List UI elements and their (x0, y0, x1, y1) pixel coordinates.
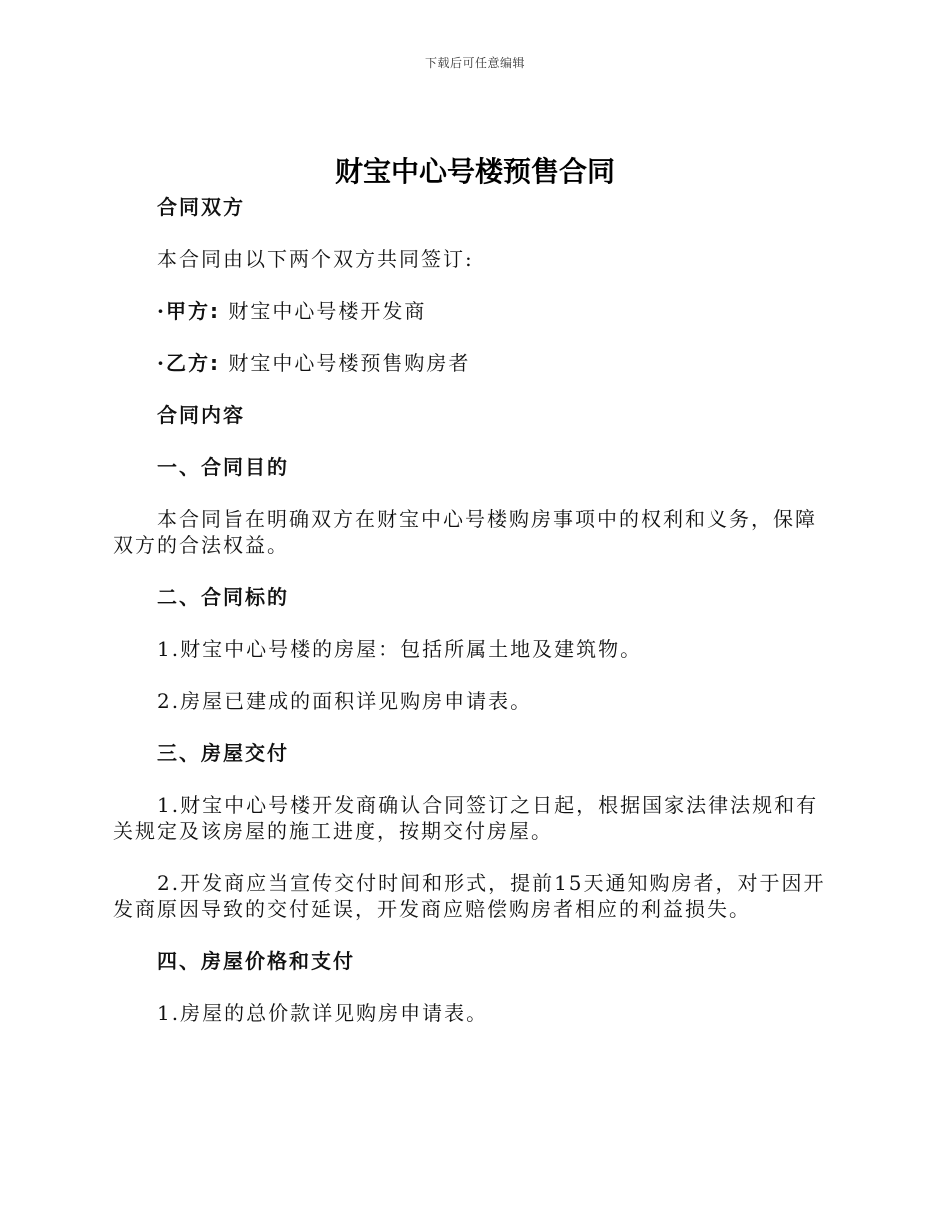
price-item-1: 1.房屋的总价款详见购房申请表。 (157, 1001, 489, 1025)
delivery-item-2: 2.开发商应当宣传交付时间和形式，提前15天通知购房者，对于因开发商原因导致的交付延误，开发商应赔偿购房者相应的利益损失。 (113, 871, 826, 921)
delivery-heading: 三、房屋交付 (157, 741, 289, 765)
subject-item-2: 2.房屋已建成的面积详见购房申请表。 (157, 689, 533, 713)
party-b-label: 乙方: (165, 351, 220, 375)
party-a-value: 财宝中心号楼开发商 (228, 299, 427, 323)
party-a-label: 甲方: (165, 299, 220, 323)
party-b-line (113, 350, 833, 376)
document-title: 财宝中心号楼预售合同 (334, 155, 615, 188)
party-b-value: 财宝中心号楼预售购房者 (228, 351, 471, 375)
parties-heading: 合同双方 (157, 195, 245, 219)
content-heading: 合同内容 (157, 403, 245, 427)
party-a-line (113, 298, 833, 324)
delivery-item-1: 1.财宝中心号楼开发商确认合同签订之日起，根据国家法律法规和有关规定及该房屋的施工进度，按期交付房屋。 (113, 793, 819, 843)
document-body (113, 194, 833, 1052)
bullet-icon: · (157, 299, 166, 323)
purpose-heading: 一、合同目的 (157, 455, 289, 479)
subject-heading: 二、合同标的 (157, 585, 289, 609)
purpose-text: 本合同旨在明确双方在财宝中心号楼购房事项中的权利和义务，保障双方的合法权益。 (113, 507, 817, 557)
subject-item-1: 1.财宝中心号楼的房屋：包括所属土地及建筑物。 (157, 637, 643, 661)
parties-intro: 本合同由以下两个双方共同签订: (157, 247, 474, 271)
header-note: 下载后可任意编辑 (424, 56, 525, 70)
bullet-icon: · (157, 351, 166, 375)
price-heading: 四、房屋价格和支付 (157, 949, 355, 973)
